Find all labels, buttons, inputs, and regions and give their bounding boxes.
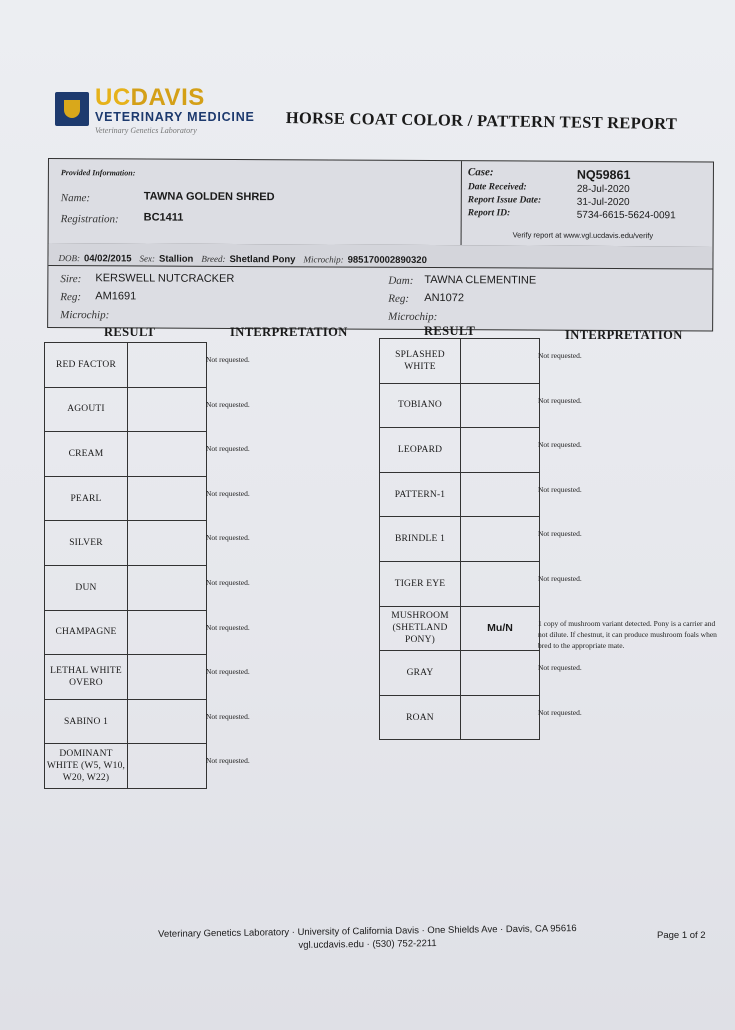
provided-section-label: Provided Information: — [60, 168, 136, 178]
horse-name: TAWNA GOLDEN SHRED — [143, 190, 275, 204]
test-name: PEARL — [45, 476, 128, 521]
footer-contact: vgl.ucdavis.edu · (530) 752-2211 — [298, 938, 437, 951]
test-row — [380, 517, 540, 562]
footer-address: Veterinary Genetics Laboratory · University of California Davis · One Shields Ave · Davis, CA 95616 — [158, 923, 577, 940]
horse-details-row — [48, 243, 712, 269]
test-interpretation: Not requested. — [206, 578, 250, 587]
test-name: TOBIANO — [380, 383, 461, 428]
case-information — [461, 161, 713, 246]
test-row — [45, 699, 207, 744]
name-label: Name: — [60, 192, 91, 205]
sex-label: Sex: — [139, 253, 156, 264]
breed-label: Breed: — [201, 253, 226, 264]
test-row — [45, 565, 207, 610]
test-row — [45, 343, 207, 388]
info-top-row — [49, 159, 713, 247]
registration-label: Registration: — [60, 213, 119, 226]
test-result — [461, 339, 540, 384]
test-name: SPLASHED WHITE — [380, 339, 461, 384]
lab-footer — [140, 922, 595, 954]
test-name: BRINDLE 1 — [380, 517, 461, 562]
parentage-section — [48, 266, 712, 330]
microchip-value: 985170002890320 — [347, 254, 427, 266]
horse-registration: BC1411 — [143, 211, 184, 224]
test-row — [380, 561, 540, 606]
test-row — [45, 476, 207, 521]
test-row — [380, 606, 540, 651]
test-row — [45, 521, 207, 566]
breed-value: Shetland Pony — [229, 253, 296, 266]
dob-value: 04/02/2015 — [83, 253, 132, 265]
test-name: LETHAL WHITE OVERO — [45, 655, 128, 700]
test-interpretation: Not requested. — [206, 488, 250, 498]
logo-vetmed-text: VETERINARY MEDICINE — [95, 110, 255, 124]
test-row — [45, 655, 207, 700]
test-result — [461, 695, 540, 740]
test-row — [380, 383, 540, 428]
test-result — [128, 565, 207, 610]
dam-microchip-label: Microchip: — [388, 310, 438, 324]
test-row — [380, 695, 540, 740]
provided-information — [49, 159, 462, 245]
test-interpretation: Not requested. — [206, 355, 250, 364]
test-name: AGOUTI — [45, 387, 128, 432]
test-result: Mu/N — [461, 606, 540, 651]
sire-reg: AM1691 — [95, 290, 137, 303]
test-result — [128, 610, 207, 655]
report-issue-date-label: Report Issue Date: — [467, 195, 542, 206]
sire-reg-label: Reg: — [60, 291, 82, 304]
report-id-label: Report ID: — [467, 208, 511, 219]
logo-ucdavis-text: UCDAVIS — [95, 84, 205, 111]
test-interpretation: Not requested. — [206, 667, 250, 677]
test-name: SILVER — [45, 521, 128, 566]
left-interpretation-header: INTERPRETATION — [230, 325, 348, 339]
test-result — [128, 521, 207, 566]
case-label: Case: — [467, 166, 494, 179]
test-name: MUSHROOM (SHETLAND PONY) — [380, 606, 461, 651]
test-result — [461, 472, 540, 517]
test-interpretation: Not requested. — [538, 484, 582, 494]
vetmed-shield-icon — [55, 92, 89, 126]
test-result — [128, 699, 207, 744]
test-name: RED FACTOR — [45, 343, 128, 388]
sire-label: Sire: — [60, 273, 82, 286]
test-result — [128, 476, 207, 521]
dam-reg: AN1072 — [424, 291, 465, 305]
dam-name: TAWNA CLEMENTINE — [424, 273, 537, 287]
date-received-label: Date Received: — [467, 182, 527, 193]
test-row — [380, 428, 540, 473]
test-name: LEOPARD — [380, 428, 461, 473]
right-results-table — [379, 338, 540, 740]
report-id: 5734-6615-5624-0091 — [576, 209, 676, 222]
logo-lab-text: Veterinary Genetics Laboratory — [95, 126, 197, 135]
test-name: DOMINANT WHITE (W5, W10, W20, W22) — [45, 744, 128, 789]
right-interpretation-header: INTERPRETATION — [565, 328, 683, 342]
report-issue-date: 31-Jul-2020 — [576, 196, 630, 209]
test-name: GRAY — [380, 651, 461, 696]
sire-microchip-label: Microchip: — [60, 309, 110, 322]
test-row — [45, 432, 207, 477]
dam-reg-label: Reg: — [388, 292, 410, 305]
test-interpretation: Not requested. — [538, 663, 582, 673]
horse-details — [58, 248, 427, 268]
test-interpretation: Not requested. — [206, 444, 250, 454]
test-result — [461, 651, 540, 696]
test-interpretation: Not requested. — [538, 440, 582, 450]
test-name: CHAMPAGNE — [45, 610, 128, 655]
dam-label: Dam: — [388, 274, 414, 287]
test-name: DUN — [45, 565, 128, 610]
page-number: Page 1 of 2 — [657, 930, 706, 941]
left-results-table — [44, 342, 207, 789]
right-result-header: RESULT — [424, 324, 476, 338]
test-row — [380, 472, 540, 517]
test-result — [461, 383, 540, 428]
info-box — [47, 158, 714, 331]
test-interpretation: Not requested. — [538, 574, 582, 583]
test-interpretation: Not requested. — [206, 756, 250, 766]
dob-label: DOB: — [58, 253, 81, 264]
ucdavis-logo — [55, 84, 260, 140]
left-result-header: RESULT — [104, 325, 156, 339]
test-result — [128, 744, 207, 789]
test-name: SABINO 1 — [45, 699, 128, 744]
test-interpretation: Not requested. — [206, 711, 250, 721]
test-row — [380, 339, 540, 384]
test-name: TIGER EYE — [380, 561, 461, 606]
report-title: HORSE COAT COLOR / PATTERN TEST REPORT — [285, 108, 678, 134]
test-result — [461, 428, 540, 473]
test-result — [461, 561, 540, 606]
microchip-label: Microchip: — [303, 254, 344, 265]
test-result — [128, 387, 207, 432]
test-row — [45, 610, 207, 655]
test-row — [45, 387, 207, 432]
test-result — [128, 343, 207, 388]
test-interpretation: Not requested. — [538, 529, 582, 539]
test-interpretation: Not requested. — [206, 533, 250, 543]
case-number: NQ59861 — [576, 167, 631, 183]
test-name: ROAN — [380, 695, 461, 740]
test-row — [45, 744, 207, 789]
test-row — [380, 651, 540, 696]
test-interpretation: Not requested. — [206, 399, 250, 409]
test-interpretation: Not requested. — [538, 707, 582, 717]
test-interpretation: Not requested. — [538, 395, 582, 405]
test-result — [128, 432, 207, 477]
date-received: 28-Jul-2020 — [576, 183, 630, 196]
sex-value: Stallion — [158, 253, 194, 265]
test-name: CREAM — [45, 432, 128, 477]
test-result — [461, 517, 540, 562]
test-name: PATTERN-1 — [380, 472, 461, 517]
test-interpretation: Not requested. — [538, 351, 582, 360]
test-interpretation: Not requested. — [206, 622, 250, 632]
test-interpretation: 1 copy of mushroom variant detected. Pony is a carrier and not dilute. If chestnut, it can produce mushroom foals when bred to the appropriate mate. — [538, 618, 717, 650]
test-result — [128, 655, 207, 700]
sire-name: KERSWELL NUTCRACKER — [95, 272, 235, 285]
verify-report-link[interactable]: Verify report at www.vgl.ucdavis.edu/verify — [512, 230, 654, 241]
